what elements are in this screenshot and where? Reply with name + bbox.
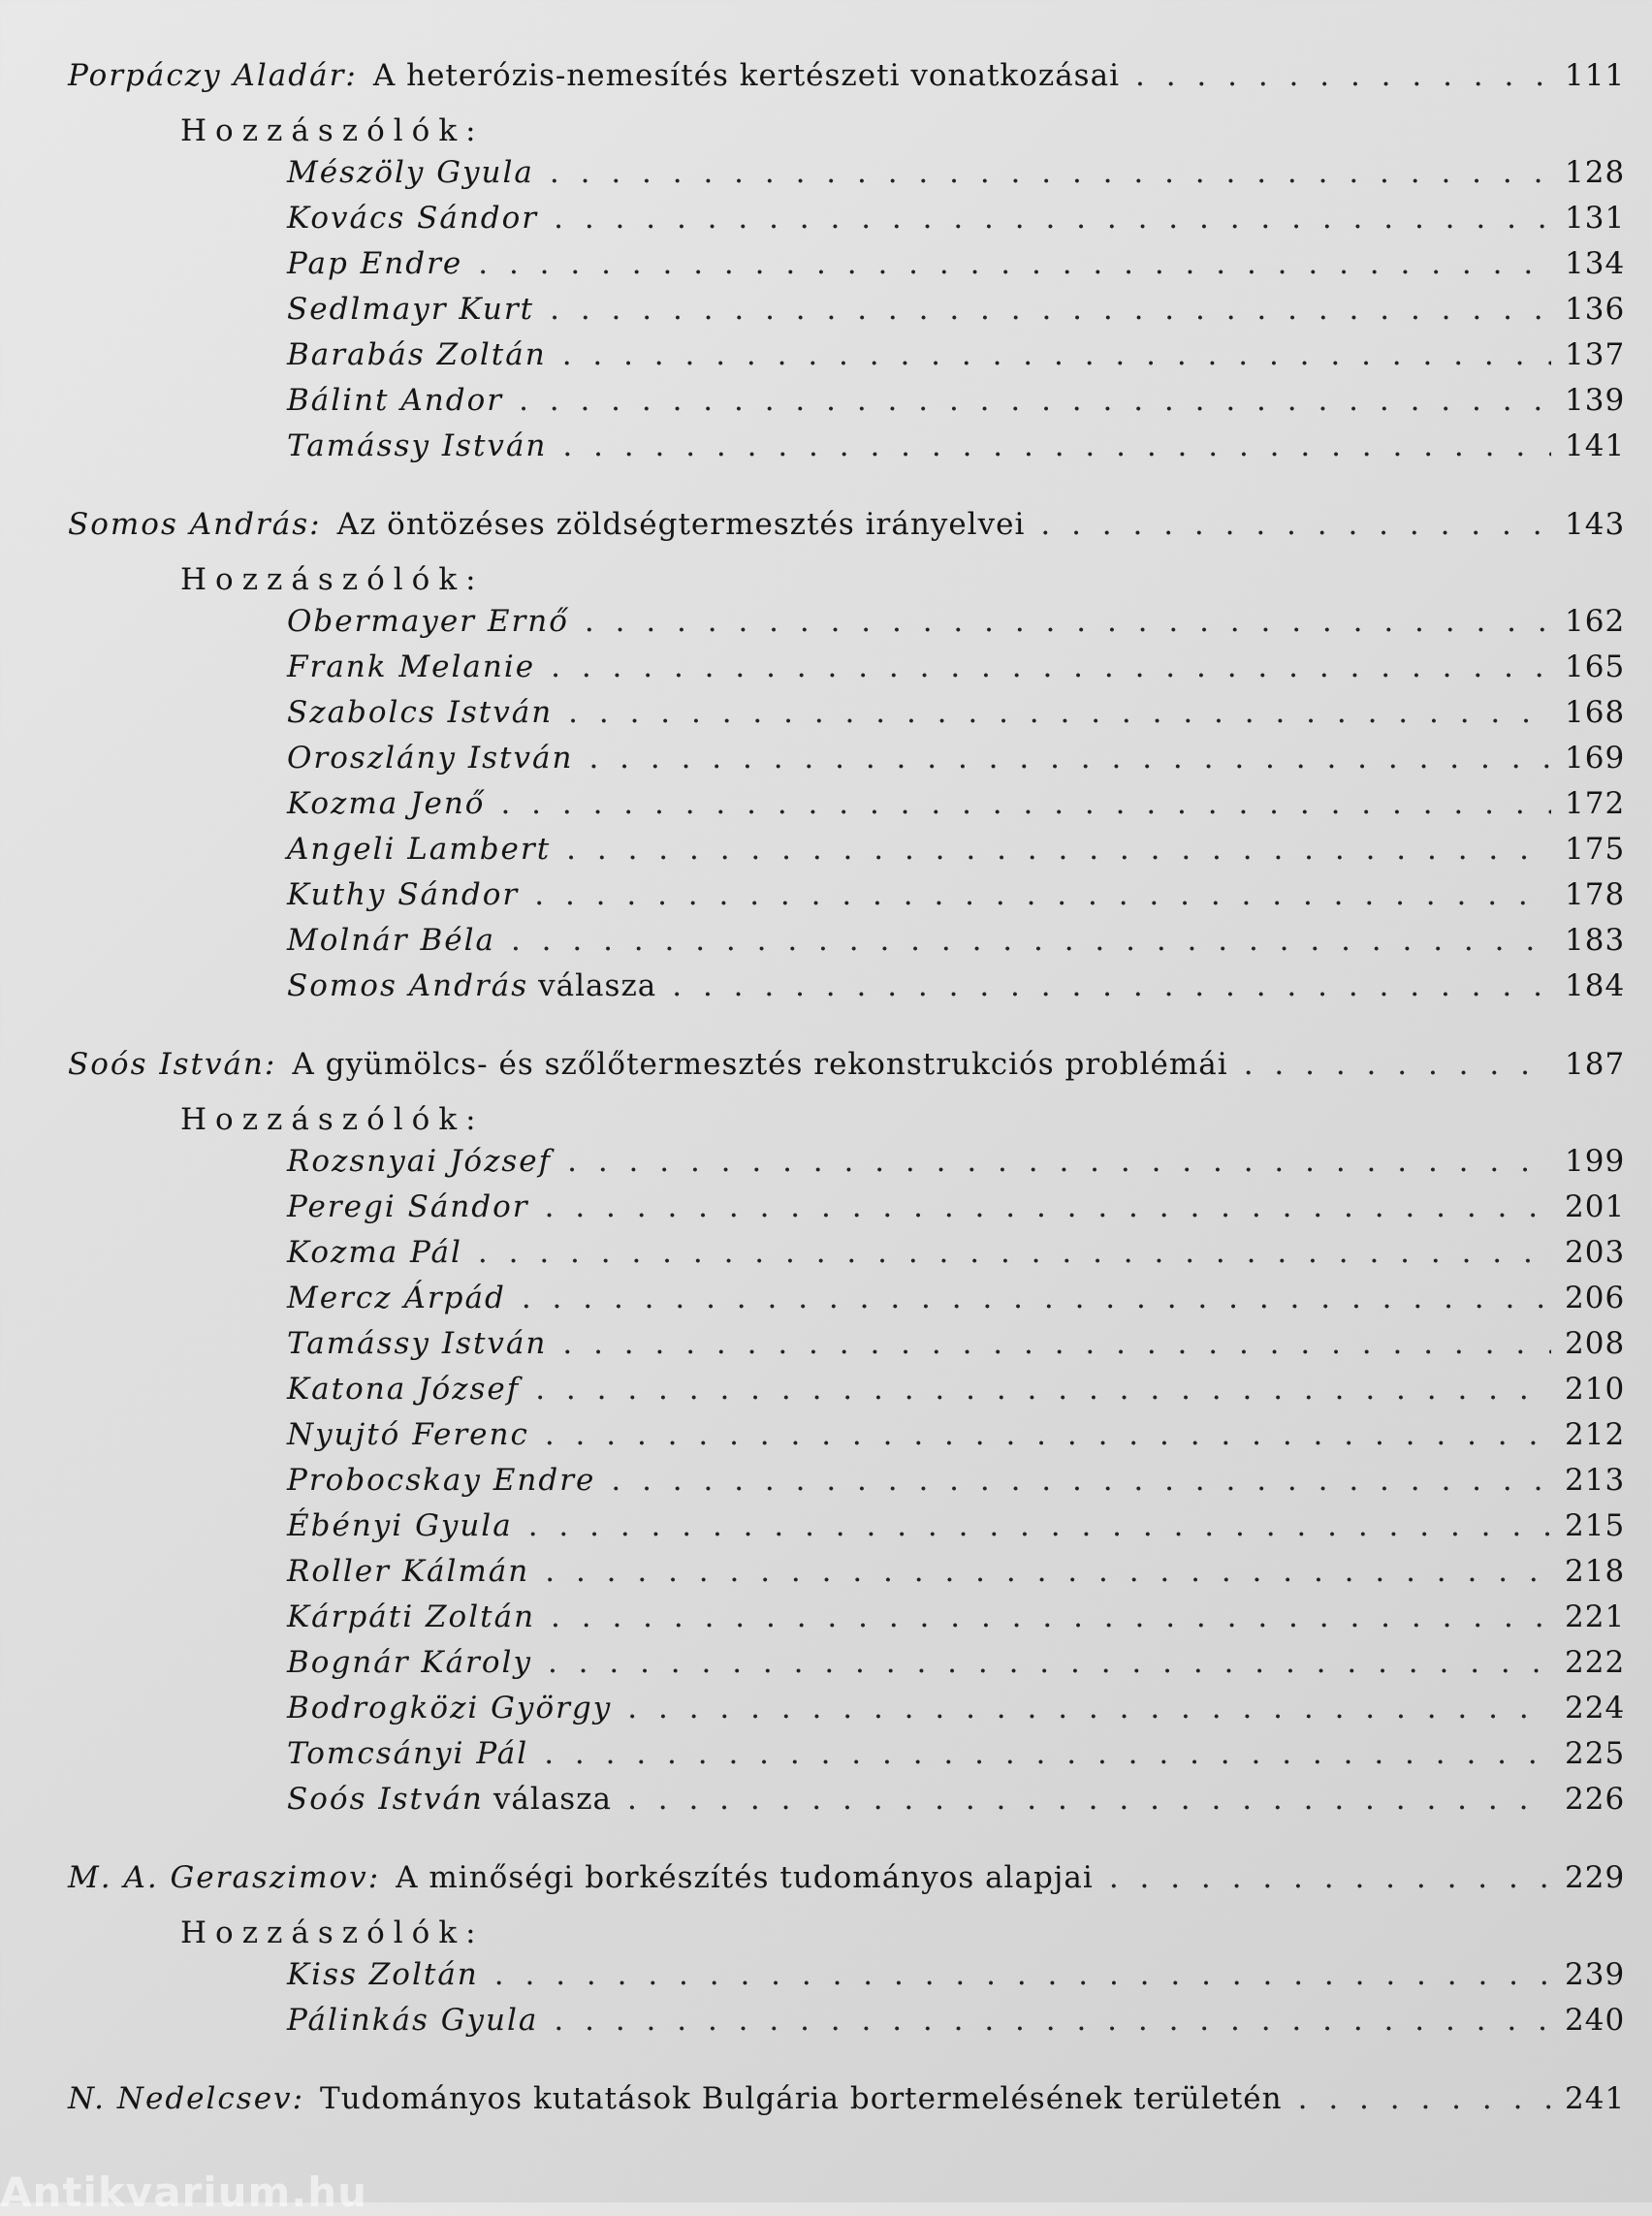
contributor-entry [68, 1463, 1626, 1508]
toc-section [68, 2081, 1626, 2130]
section-entry [68, 507, 1626, 555]
contributor-name: Rozsnyai József [287, 1144, 553, 1179]
page-number: 229 [1565, 1860, 1626, 1895]
page-number: 162 [1565, 604, 1626, 639]
author-separator: : [345, 58, 356, 93]
contributor-name: Angeli Lambert [287, 832, 552, 867]
page-number: 128 [1565, 155, 1626, 190]
dot-leader [562, 1326, 1551, 1361]
contributor-entry [68, 1554, 1626, 1599]
contributor-name: Katona József [287, 1372, 521, 1407]
dot-leader [554, 201, 1551, 236]
dot-leader [500, 786, 1551, 821]
contributor-name: Pap Endre [287, 246, 463, 281]
page-number: 203 [1565, 1235, 1626, 1270]
dot-leader [1135, 58, 1551, 93]
contributor-name: Pálinkás Gyula [287, 2003, 539, 2038]
contributor-entry [68, 246, 1626, 292]
author-separator: : [309, 507, 320, 542]
contributor-name: Mercz Árpád [287, 1281, 506, 1315]
contributor-entry [68, 1326, 1626, 1372]
toc-section [68, 1860, 1626, 2048]
contributor-entry [68, 1235, 1626, 1281]
contributor-entry [68, 1189, 1626, 1235]
dot-leader [554, 2003, 1551, 2038]
section-author: N. Nedelcsev [68, 2081, 293, 2116]
author-separator: : [367, 1860, 379, 1895]
toc-section [68, 1047, 1626, 1827]
dot-leader [568, 695, 1551, 730]
page-number: 199 [1565, 1144, 1626, 1179]
contributor-entry [68, 1372, 1626, 1417]
contributor-entry [68, 649, 1626, 695]
contributor-name: Mészöly Gyula [287, 155, 534, 190]
dot-leader [511, 923, 1551, 958]
dot-leader [545, 1417, 1551, 1452]
page-number: 212 [1565, 1417, 1626, 1452]
contributor-entry [68, 1957, 1626, 2003]
contributor-name: Kiss Zoltán [287, 1957, 479, 1992]
dot-leader [562, 337, 1551, 372]
page-number: 175 [1565, 832, 1626, 867]
contributor-name: Tamássy István [287, 1326, 548, 1361]
contributor-entry [68, 695, 1626, 741]
contributor-entry [68, 428, 1626, 474]
contributors-heading: Hozzászólók: [180, 1102, 485, 1137]
dot-leader [672, 968, 1551, 1003]
contributor-name: Kovács Sándor [287, 201, 539, 236]
contributor-entry [68, 1645, 1626, 1691]
page-number: 213 [1565, 1463, 1626, 1498]
dot-leader [534, 877, 1551, 912]
contributor-entry [68, 786, 1626, 832]
contributor-entry [68, 604, 1626, 649]
page-number: 169 [1565, 741, 1626, 776]
dot-leader [550, 155, 1551, 190]
contributor-entry [68, 832, 1626, 877]
page-number: 178 [1565, 877, 1626, 912]
section-author: M. A. Geraszimov [68, 1860, 368, 1895]
contributor-name: Peregi Sándor [287, 1189, 529, 1224]
dot-leader [1244, 1047, 1551, 1082]
contributor-name: Kozma Jenő [287, 786, 486, 821]
contributor-name: Probocskay Endre [287, 1463, 596, 1498]
dot-leader [519, 383, 1551, 418]
contributor-name: Somos András [287, 968, 529, 1003]
section-entry [68, 58, 1626, 107]
dot-leader [551, 1599, 1551, 1634]
contributor-entry [68, 1508, 1626, 1554]
dot-leader [545, 1554, 1551, 1589]
page-number: 208 [1565, 1326, 1626, 1361]
dot-leader [1040, 507, 1551, 542]
dot-leader [478, 1235, 1551, 1270]
dot-leader [588, 741, 1551, 776]
reply-label: válasza [538, 968, 657, 1003]
section-entry [68, 1047, 1626, 1095]
page-number: 222 [1565, 1645, 1626, 1680]
dot-leader [566, 832, 1551, 867]
page-number: 201 [1565, 1189, 1626, 1224]
contributor-name: Bodrogközi György [287, 1691, 613, 1725]
page-number: 136 [1565, 292, 1626, 327]
page-number: 218 [1565, 1554, 1626, 1589]
author-separator: : [264, 1047, 275, 1082]
page-number: 183 [1565, 923, 1626, 958]
dot-leader [627, 1691, 1551, 1725]
dot-leader [551, 649, 1551, 684]
section-title: A gyümölcs- és szőlőtermesztés rekonstrukciós problémái [292, 1047, 1228, 1082]
dot-leader [528, 1508, 1551, 1543]
table-of-contents [68, 58, 1626, 2163]
contributor-name: Ébényi Gyula [287, 1508, 513, 1543]
contributor-name: Obermayer Ernő [287, 604, 569, 639]
page-number: 240 [1565, 2003, 1626, 2038]
section-title: Tudományos kutatások Bulgária bortermelésének területén [320, 2081, 1283, 2116]
dot-leader [1298, 2081, 1551, 2116]
contributors-heading: Hozzászólók: [180, 1915, 485, 1950]
contributor-name: Bálint Andor [287, 383, 504, 418]
contributor-entry [68, 1144, 1626, 1189]
section-entry [68, 2081, 1626, 2130]
dot-leader [567, 1144, 1551, 1179]
page-number: 172 [1565, 786, 1626, 821]
contributor-name: Roller Kálmán [287, 1554, 530, 1589]
dot-leader [562, 428, 1551, 463]
page-number: 168 [1565, 695, 1626, 730]
contributor-name: Kárpáti Zoltán [287, 1599, 536, 1634]
contributor-name: Nyujtó Ferenc [287, 1417, 529, 1452]
dot-leader [545, 1189, 1551, 1224]
contributor-entry [68, 337, 1626, 383]
page-number: 141 [1565, 428, 1626, 463]
contributor-name: Szabolcs István [287, 695, 554, 730]
contributor-entry [68, 201, 1626, 246]
contributor-entry [68, 292, 1626, 337]
page-number: 215 [1565, 1508, 1626, 1543]
page-number: 139 [1565, 383, 1626, 418]
page-number: 226 [1565, 1782, 1626, 1817]
page-number: 221 [1565, 1599, 1626, 1634]
section-title: A heterózis-nemesítés kertészeti vonatkozásai [372, 58, 1120, 93]
section-title: A minőségi borkészítés tudományos alapjai [396, 1860, 1094, 1895]
contributor-name: Bognár Károly [287, 1645, 532, 1680]
page-number: 225 [1565, 1736, 1626, 1771]
page-number: 184 [1565, 968, 1626, 1003]
dot-leader [544, 1736, 1551, 1771]
dot-leader [611, 1463, 1551, 1498]
contributor-name: Frank Melanie [287, 649, 536, 684]
contributors-heading: Hozzászólók: [180, 562, 485, 597]
dot-leader [550, 292, 1551, 327]
section-entry [68, 1860, 1626, 1909]
page-number: 131 [1565, 201, 1626, 236]
contributor-entry [68, 877, 1626, 923]
contributor-entry [68, 1599, 1626, 1645]
section-author: Somos András [68, 507, 310, 542]
contributor-entry [68, 923, 1626, 968]
contributor-entry [68, 383, 1626, 428]
page-number: 210 [1565, 1372, 1626, 1407]
contributor-name: Kuthy Sándor [287, 877, 520, 912]
contributor-entry [68, 1417, 1626, 1463]
toc-section [68, 507, 1626, 1014]
contributor-name: Sedlmayr Kurt [287, 292, 535, 327]
contributor-entry [68, 2003, 1626, 2048]
page-number: 187 [1565, 1047, 1626, 1082]
page-number: 165 [1565, 649, 1626, 684]
contributor-name: Barabás Zoltán [287, 337, 547, 372]
page-number: 111 [1565, 58, 1626, 93]
page-number: 224 [1565, 1691, 1626, 1725]
contributor-name: Soós István [287, 1782, 484, 1817]
contributor-entry [68, 1691, 1626, 1736]
dot-leader [494, 1957, 1551, 1992]
dot-leader [478, 246, 1551, 281]
dot-leader [548, 1645, 1551, 1680]
toc-section [68, 58, 1626, 474]
contributors-heading: Hozzászólók: [180, 113, 485, 148]
contributor-name: Oroszlány István [287, 741, 574, 776]
contributor-entry [68, 1782, 1626, 1827]
author-separator: : [292, 2081, 303, 2116]
contributor-entry [68, 1281, 1626, 1326]
contributor-name: Tamássy István [287, 428, 548, 463]
contributor-entry [68, 741, 1626, 786]
contributor-name: Molnár Béla [287, 923, 495, 958]
page-number: 241 [1565, 2081, 1626, 2116]
contributor-entry [68, 155, 1626, 201]
dot-leader [535, 1372, 1551, 1407]
page-number: 143 [1565, 507, 1626, 542]
section-author: Soós István [68, 1047, 265, 1082]
page-number: 137 [1565, 337, 1626, 372]
contributor-entry [68, 1736, 1626, 1782]
dot-leader [627, 1782, 1551, 1817]
dot-leader [585, 604, 1551, 639]
dot-leader [522, 1281, 1551, 1315]
watermark: Antikvarium.hu [0, 2169, 368, 2216]
dot-leader [1109, 1860, 1551, 1895]
page-number: 206 [1565, 1281, 1626, 1315]
contributor-entry [68, 968, 1626, 1014]
contributor-name: Kozma Pál [287, 1235, 462, 1270]
page-number: 239 [1565, 1957, 1626, 1992]
contributor-name: Tomcsányi Pál [287, 1736, 529, 1771]
section-title: Az öntözéses zöldségtermesztés irányelvei [336, 507, 1026, 542]
page-number: 134 [1565, 246, 1626, 281]
section-author: Porpáczy Aladár [68, 58, 346, 93]
reply-label: válasza [492, 1782, 613, 1817]
